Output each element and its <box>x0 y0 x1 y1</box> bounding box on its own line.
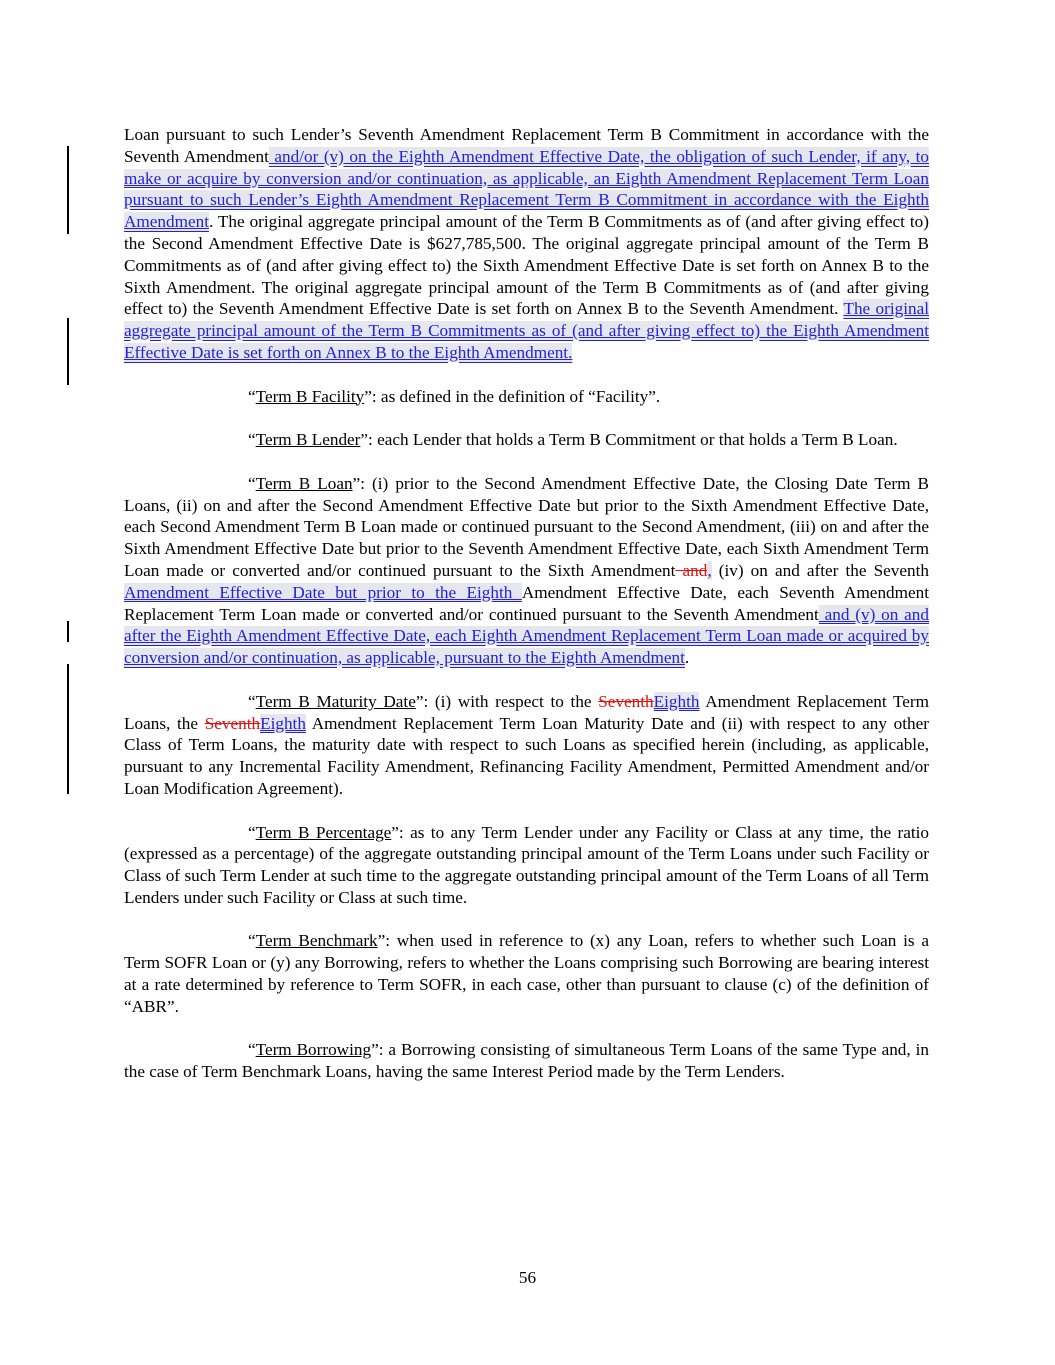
defined-term: Term B Loan <box>255 473 353 493</box>
definition-text: ”: (i) with respect to the <box>415 691 599 711</box>
quote: “ <box>248 822 256 842</box>
inserted-text: Eighth <box>653 691 700 711</box>
definition-term-b-loan <box>124 473 929 669</box>
definition-text: (iv) on and after the Seventh <box>711 560 929 580</box>
defined-term: Term Borrowing <box>255 1040 372 1060</box>
definition-text: ”: a Borrowing consisting of simultaneous Term Loans of the same Type and, in the case of Term Benchmark Loans, having the same Interest Period made by the Term Lenders. <box>124 1040 929 1082</box>
deleted-text: Seventh <box>598 691 654 711</box>
definition-term-borrowing <box>124 1039 929 1083</box>
quote: “ <box>248 1040 256 1060</box>
text: . The original aggregate principal amount of the Term B Commitments as of (and after giving effect to) the Second Amendment Effective Date is $627,785,500. The original aggregate principal amount of the Term B Commitments as of (and after giving effect to) the Sixth Amendment Effective Date is set forth on Annex B to the Sixth Amendment. The original aggregate principal amount of the Term B Commitments as of (and after giving effect to) the Seventh Amendment Effective Date is set forth on Annex B to the Seventh Amendment. <box>124 212 929 319</box>
defined-term: Term B Facility <box>255 386 365 406</box>
document-body <box>124 124 929 1083</box>
defined-term: Term B Percentage <box>255 822 392 842</box>
definition-text: ”: (i) prior to the Second Amendment Effective Date, the Closing Date Term B Loans, (ii) on and after the Second Amendment Effective Date but prior to the Sixth Amendment Effective Date, each Second Amendment Term B Loan made or continued pursuant to the Second Amendment, (iii) on and after the Sixth Amendment Effective Date but prior to the Seventh Amendment Effective Date, each Sixth Amendment Term Loan made or converted and/or continued pursuant to the Sixth Amendment <box>124 473 929 580</box>
quote: “ <box>248 386 256 406</box>
inserted-text: and/or (v) on the Eighth Amendment Effective Date, the obligation of such Lender, if any, to make or acquire by conversion and/or continuation, as applicable, an Eighth Amendment Replacement Term Loan pursuant to such Lender’s Eighth Amendment Replacement Term B Commitment in accordance with the Eighth Amendment <box>124 146 930 232</box>
definition-text: ”: when used in reference to (x) any Loan, refers to whether such Loan is a Term SOFR Loan or (y) any Borrowing, refers to whether the Loans comprising such Borrowing are bearing interest at a rate determined by reference to Term SOFR, in each case, other than pursuant to clause (c) of the definition of “ABR”. <box>124 931 929 1016</box>
definition-text: ”: each Lender that holds a Term B Commitment or that holds a Term B Loan. <box>360 430 898 450</box>
definition-text: . <box>684 648 690 668</box>
definition-term-b-facility <box>124 386 929 408</box>
definition-text: ”: as to any Term Lender under any Facility or Class at any time, the ratio (expressed as a percentage) of the aggregate outstanding principal amount of the Term Loans under such Facility or Class of such Term Lender at such time to the aggregate outstanding principal amount of the Term Loans of all Term Lenders under such Facility or Class at such time. <box>124 822 929 907</box>
defined-term: Term B Lender <box>255 430 361 450</box>
quote: “ <box>248 691 256 711</box>
inserted-text: Eighth <box>260 713 306 733</box>
change-bar <box>67 318 69 385</box>
definition-term-benchmark <box>124 930 929 1017</box>
definition-text: Amendment Replacement Term Loan Maturity Date and (ii) with respect to any other Class of Term Loans, the maturity date with respect to such Loans as specified herein (including, as applicable, pursuant to any Incremental Facility Amendment, Refinancing Facility Amendment, Permitted Amendment and/or Loan Modification Agreement). <box>124 713 929 798</box>
text: Loan pursuant to such Lender’s Seventh Amendment Replacement Term B Commitment in accordance with the Seventh Amendment <box>124 125 929 166</box>
defined-term: Term Benchmark <box>255 931 378 951</box>
quote: “ <box>248 931 256 951</box>
definition-term-b-percentage <box>124 822 929 909</box>
defined-term: Term B Maturity Date <box>255 691 416 711</box>
change-bar <box>67 146 69 234</box>
definition-text: Amendment Effective Date, each Seventh Amendment Replacement Term Loan made or converted and/or continued pursuant to the Seventh Amendment <box>124 582 929 624</box>
definition-term-b-lender <box>124 429 929 451</box>
inserted-text: , <box>707 560 712 580</box>
quote: “ <box>248 430 256 450</box>
definition-text: ”: as defined in the definition of “Facility”. <box>364 386 661 406</box>
deleted-text: and <box>675 560 708 580</box>
inserted-text: The original aggregate principal amount of the Term B Commitments as of (and after giving effect to) the Eighth Amendment Effective Date is set forth on Annex B to the Eighth Amendment. <box>124 299 929 362</box>
change-bar <box>67 621 69 642</box>
change-bar <box>67 720 69 794</box>
deleted-text: Seventh <box>204 713 261 733</box>
paragraph-term-b-commitment-cont <box>124 124 929 364</box>
inserted-text: and (v) on and after the Eighth Amendment Effective Date, each Eighth Amendment Replacement Term Loan made or acquired by conversion and/or continuation, as applicable, pursuant to the Eighth Amendment <box>124 604 929 668</box>
definition-text: Amendment Replacement Term Loans, the <box>124 691 930 733</box>
definition-term-b-maturity-date <box>124 691 929 800</box>
quote: “ <box>248 473 256 493</box>
page-number: 56 <box>518 1268 537 1287</box>
inserted-text: Amendment Effective Date but prior to the Eighth <box>124 582 522 602</box>
